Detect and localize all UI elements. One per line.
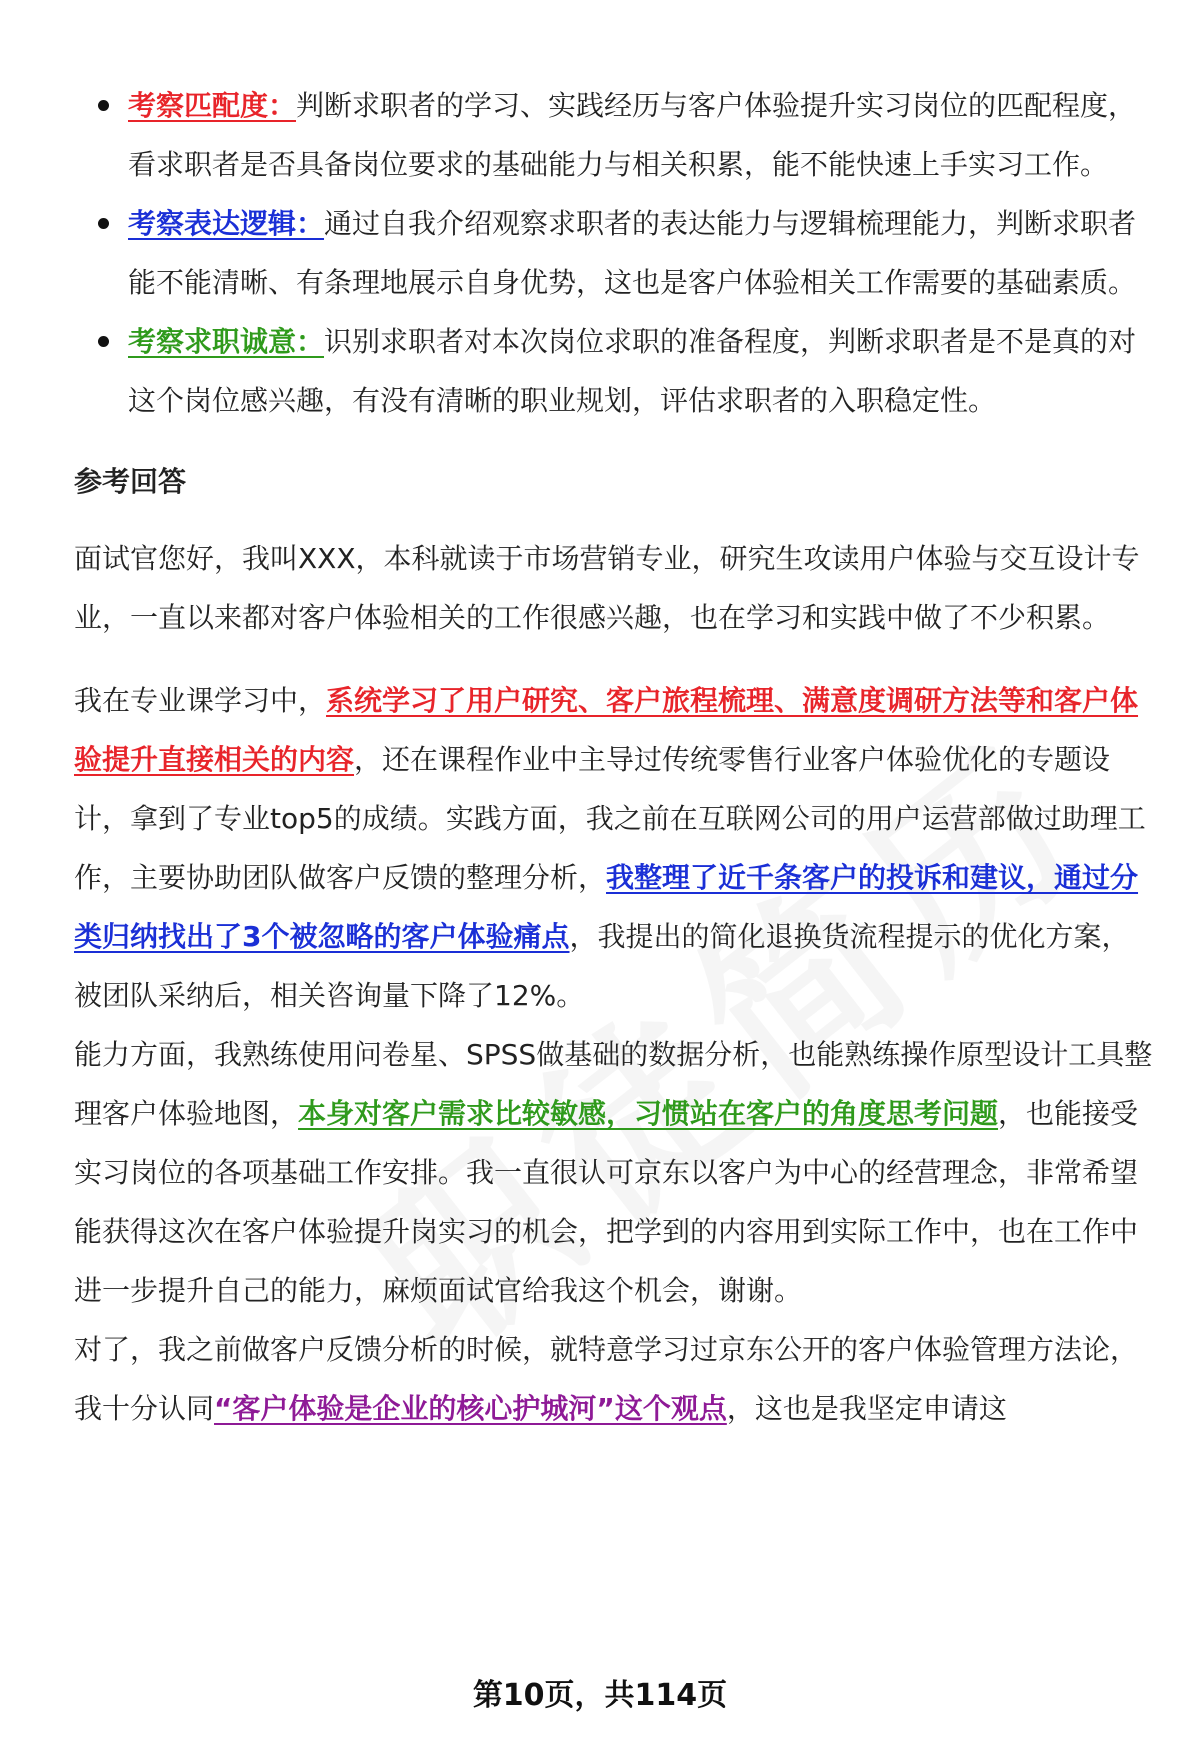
list-item bbox=[74, 312, 1154, 430]
bullet-text-match: 判断求职者的学习、实践经历与客户体验提升实习岗位的匹配程度，看求职者是否具备岗位要求的基础能力与相关积累，能不能快速上手实习工作。 bbox=[128, 89, 1137, 181]
list-item bbox=[74, 194, 1154, 312]
paragraph-text: ，也能接受实习岗位的各项基础工作安排。我一直很认可京东以客户为中心的经营理念，非常希望能获得这次在客户体验提升岗实习的机会，把学到的内容用到实际工作中，也在工作中进一步提升自己的能力，麻烦面试官给我这个机会，谢谢。 bbox=[74, 1097, 1139, 1307]
list-item bbox=[74, 76, 1154, 194]
paragraph-text: ，还在课程作业中主导过传统零售行业客户体验优化的专题设计，拿到了专业top5的成绩。实践方面，我之前在互联网公司的用户运营部做过助理工作，主要协助团队做客户反馈的整理分析， bbox=[74, 743, 1146, 894]
highlight-green: 本身对客户需求比较敏感，习惯站在客户的角度思考问题 bbox=[298, 1097, 999, 1130]
bullet-dot-icon bbox=[98, 336, 109, 347]
bullet-dot-icon bbox=[98, 100, 109, 111]
bullet-text-sincerity: 识别求职者对本次岗位求职的准备程度，判断求职者是不是真的对这个岗位感兴趣，有没有清晰的职业规划，评估求职者的入职稳定性。 bbox=[128, 325, 1137, 417]
highlight-red: 系统学习了用户研究、客户旅程梳理、满意度调研方法等和客户体验提升直接相关的内容 bbox=[74, 684, 1139, 776]
bullet-text-logic: 通过自我介绍观察求职者的表达能力与逻辑梳理能力，判断求职者能不能清晰、有条理地展示自身优势，这也是客户体验相关工作需要的基础素质。 bbox=[128, 207, 1137, 299]
evaluation-points-list bbox=[74, 76, 1154, 430]
paragraph-text: 能力方面，我熟练使用问卷星、SPSS做基础的数据分析，也能熟练操作原型设计工具整理客户体验地图， bbox=[74, 1038, 1153, 1130]
answer-paragraph-closing bbox=[74, 1320, 1154, 1438]
paragraph-text: 我在专业课学习中， bbox=[74, 684, 327, 717]
bullet-label-match: 考察匹配度： bbox=[128, 89, 297, 122]
answer-paragraph-study bbox=[74, 671, 1154, 1025]
page-content bbox=[74, 76, 1154, 1438]
paragraph-text: ，我提出的简化退换货流程提示的优化方案，被团队采纳后，相关咨询量下降了12%。 bbox=[74, 920, 1130, 1012]
bullet-label-logic: 考察表达逻辑： bbox=[128, 207, 325, 240]
page-footer: 第10页，共114页 bbox=[472, 1678, 728, 1713]
highlight-blue: 我整理了近千条客户的投诉和建议，通过分类归纳找出了3个被忽略的客户体验痛点 bbox=[74, 861, 1139, 953]
paragraph-text: 对了，我之前做客户反馈分析的时候，就特意学习过京东公开的客户体验管理方法论，我十分认同 bbox=[74, 1333, 1139, 1425]
bullet-dot-icon bbox=[98, 218, 109, 229]
answer-paragraph-ability bbox=[74, 1025, 1154, 1320]
highlight-purple: “客户体验是企业的核心护城河”这个观点 bbox=[214, 1392, 727, 1425]
paragraph-text: ，这也是我坚定申请这 bbox=[726, 1392, 1007, 1425]
bullet-label-sincerity: 考察求职诚意： bbox=[128, 325, 325, 358]
section-title: 参考回答 bbox=[74, 465, 187, 498]
answer-paragraph-intro: 面试官您好，我叫XXX，本科就读于市场营销专业，研究生攻读用户体验与交互设计专业，一直以来都对客户体验相关的工作很感兴趣，也在学习和实践中做了不少积累。 bbox=[74, 542, 1140, 634]
